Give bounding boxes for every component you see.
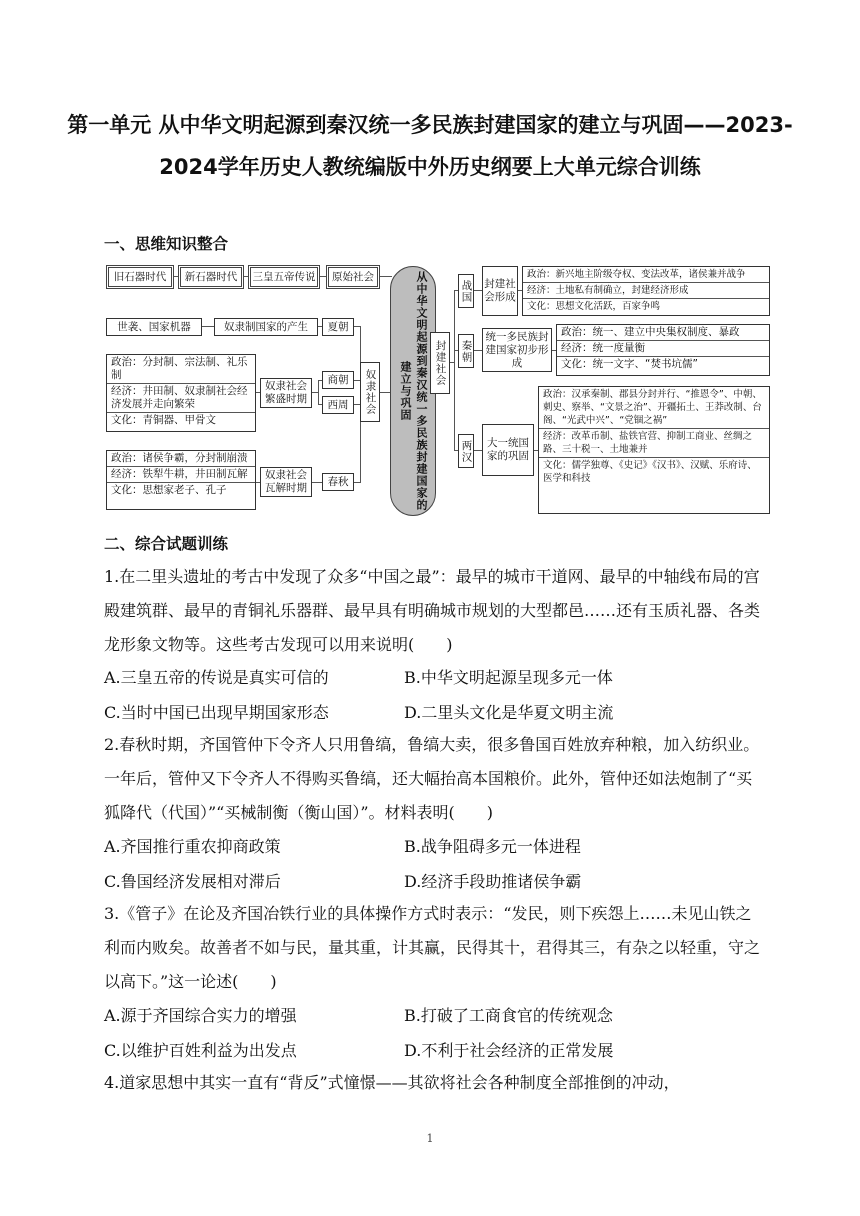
map-feudal-society: 封建社会 bbox=[430, 332, 450, 394]
q2-option-b: B.战争阻碍多元一体进程 bbox=[404, 837, 581, 856]
question-1-stem: 1.在二里头遗址的考古中发现了众多“中国之最”：最早的城市干道网、最早的中轴线布局的宫殿建筑群、最早的青铜礼乐器群、最早具有明确城市规划的大型都邑……还有玉质礼器、各类龙形象文物等。这些考古发现可以用来说明( ) bbox=[104, 567, 761, 654]
q2-option-d: D.经济手段助推诸侯争霸 bbox=[404, 872, 582, 891]
map-cq-culture: 文化：思想家老子、孔子 bbox=[111, 484, 227, 496]
q3-option-a: A.源于齐国综合实力的增强 bbox=[104, 1006, 297, 1025]
q1-option-a: A.三皇五帝的传说是真实可信的 bbox=[104, 668, 329, 687]
page-number: 1 bbox=[426, 1132, 434, 1145]
document-title: 第一单元 从中华文明起源到秦汉统一多民族封建国家的建立与巩固——2023-2024学年历史人教统编版中外历史纲要上大单元综合训练 bbox=[67, 113, 793, 179]
map-three-sovereigns: 三皇五帝传说 bbox=[248, 265, 320, 289]
q3-option-d: D.不利于社会经济的正常发展 bbox=[404, 1041, 614, 1060]
map-han-culture: 文化：儒学独尊、《史记》《汉书》、汉赋、乐府诗、医学和科技 bbox=[543, 460, 757, 484]
map-zhou: 西周 bbox=[322, 396, 354, 414]
q1-option-d: D.二里头文化是华夏文明主流 bbox=[404, 703, 614, 722]
map-paleolithic: 旧石器时代 bbox=[106, 265, 174, 289]
section-heading-1: 一、思维知识整合 bbox=[104, 235, 229, 253]
map-zg-economy: 经济：土地私有制确立，封建经济形成 bbox=[523, 283, 769, 299]
map-chunqiu-points bbox=[106, 450, 256, 510]
map-zhanguo-stage: 封建社会形成 bbox=[482, 266, 518, 316]
map-qin-economy: 经济：统一度量衡 bbox=[557, 341, 769, 357]
question-3-stem: 3.《管子》在论及齐国冶铁行业的具体操作方式时表示：“发民，则下疾怨上……未见山铁之利而内败矣。故善者不如与民，量其重，计其赢，民得其十，君得其三，有杂之以轻重，守之以高下。”这一论述( ) bbox=[104, 904, 761, 991]
map-cq-politics: 政治：诸侯争霸，分封制崩溃 bbox=[107, 451, 255, 467]
map-zg-culture: 文化：思想文化活跃，百家争鸣 bbox=[527, 301, 661, 312]
q3-option-c: C.以维护百姓利益为出发点 bbox=[104, 1041, 297, 1060]
question-2-stem: 2.春秋时期，齐国管仲下令齐人只用鲁缟，鲁缟大卖，很多鲁国百姓放弃种粮，加入纺织业。一年后，管仲又下令齐人不得购买鲁缟，还大幅抬高本国粮价。此外，管仲还如法炮制了“买狐降代（代国）”“买械制衡（衡山国）”。材料表明( ) bbox=[104, 735, 760, 822]
knowledge-mind-map bbox=[104, 262, 770, 518]
map-qin-culture: 文化：统一文字、“焚书坑儒” bbox=[561, 358, 698, 370]
map-han-economy: 经济：改革币制、盐铁官营、抑制工商业、丝绸之路、三十税一、土地兼并 bbox=[539, 429, 769, 458]
map-zhanguo: 战国 bbox=[458, 274, 474, 308]
map-zhanguo-points bbox=[522, 266, 770, 316]
map-center-theme: 从中华文明起源到秦汉统一多民族封建国家的建立与巩固 bbox=[390, 266, 436, 516]
map-sz-economy: 经济：井田制、奴隶制社会经济发展并走向繁荣 bbox=[107, 384, 255, 413]
map-slave-state-origin: 奴隶制国家的产生 bbox=[214, 318, 318, 336]
map-sz-stage: 奴隶社会繁盛时期 bbox=[260, 378, 312, 408]
q1-option-c: C.当时中国已出现早期国家形态 bbox=[104, 703, 329, 722]
q1-option-b: B.中华文明起源呈现多元一体 bbox=[404, 668, 613, 687]
map-shang: 商朝 bbox=[322, 371, 354, 389]
map-cq-stage: 奴隶社会瓦解时期 bbox=[260, 467, 312, 497]
map-han-politics: 政治：汉承秦制、郡县分封并行、“推恩令”、中朝、刺史、察举、“文景之治”、开疆拓土、王莽改制、台阁、“光武中兴”、“党锢之祸” bbox=[539, 387, 769, 429]
q2-option-a: A.齐国推行重农抑商政策 bbox=[104, 837, 281, 856]
q2-option-c: C.鲁国经济发展相对滞后 bbox=[104, 872, 281, 891]
map-chunqiu: 春秋 bbox=[322, 473, 354, 491]
map-primitive-society: 原始社会 bbox=[326, 265, 380, 289]
map-sz-culture: 文化：青铜器、甲骨文 bbox=[111, 414, 216, 426]
map-neolithic: 新石器时代 bbox=[178, 265, 244, 289]
map-cq-economy: 经济：铁犁牛耕，井田制瓦解 bbox=[107, 467, 255, 483]
map-han: 两汉 bbox=[458, 434, 474, 468]
section-heading-2: 二、综合试题训练 bbox=[104, 535, 229, 553]
map-qin-points bbox=[556, 324, 770, 376]
map-hereditary: 世袭、国家机器 bbox=[106, 318, 202, 336]
map-zg-politics: 政治：新兴地主阶级夺权、变法改革，诸侯兼并战争 bbox=[523, 267, 769, 283]
map-sz-politics: 政治：分封制、宗法制、礼乐制 bbox=[107, 355, 255, 384]
map-qin: 秦朝 bbox=[458, 334, 474, 368]
map-han-stage: 大一统国家的巩固 bbox=[482, 424, 534, 476]
question-4-stem: 4.道家思想中其实一直有“背反”式憧憬——其欲将社会各种制度全部推倒的冲动， bbox=[104, 1073, 680, 1092]
map-xia: 夏朝 bbox=[322, 318, 354, 336]
map-han-points bbox=[538, 386, 770, 514]
q3-option-b: B.打破了工商食官的传统观念 bbox=[404, 1006, 613, 1025]
map-shang-zhou-points bbox=[106, 354, 256, 432]
map-qin-politics: 政治：统一、建立中央集权制度、暴政 bbox=[557, 325, 769, 341]
map-slave-society: 奴隶社会 bbox=[360, 362, 380, 422]
map-qin-stage: 统一多民族封建国家初步形成 bbox=[482, 328, 552, 372]
